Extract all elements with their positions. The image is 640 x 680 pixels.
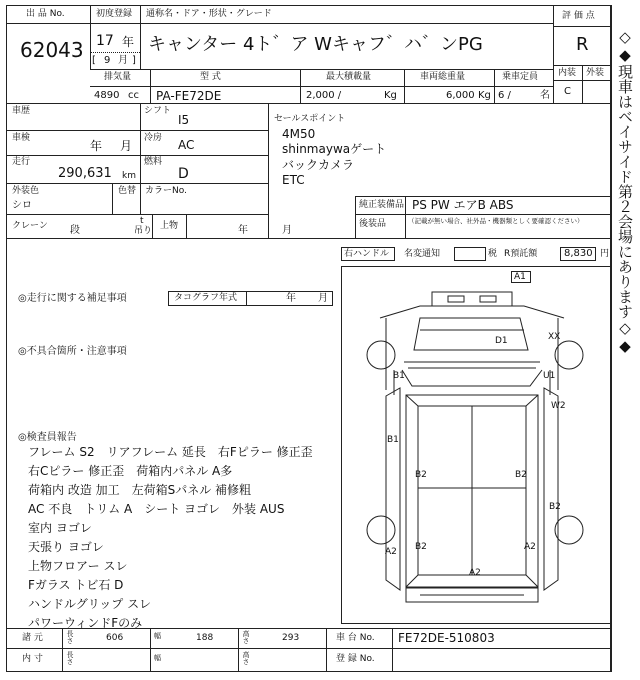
- width-label: 幅: [154, 632, 161, 640]
- inspector-line: 右Cピラー 修正歪 荷箱内パネル A多: [28, 464, 233, 478]
- max-load-label: 最大積載量: [326, 72, 372, 82]
- fuel-label: 燃料: [144, 157, 163, 167]
- overall-grade: R: [576, 34, 589, 55]
- diagram-label: W2: [551, 401, 566, 411]
- ext-color-label: 外装色: [12, 186, 40, 196]
- deck-year-unit: 年: [238, 225, 248, 236]
- first-reg-label: 初度登録: [96, 9, 133, 19]
- diagram-label: B2: [415, 542, 427, 552]
- standard-equipment: PS PW エアB ABS: [412, 198, 514, 212]
- sales-line-4: ETC: [282, 173, 305, 187]
- sales-points-label: セールスポイント: [274, 114, 346, 124]
- driving-notes-label: ◎走行に関する補足事項: [18, 293, 127, 304]
- diagram-label: B2: [515, 470, 527, 480]
- diagram-label: A2: [524, 542, 536, 552]
- steering-side: 右ハンドル: [344, 249, 390, 259]
- displacement-unit: cc: [128, 90, 139, 101]
- lot-label: 出 品 No.: [26, 9, 65, 19]
- mileage-unit: km: [122, 171, 136, 181]
- max-load: 2,000 /: [306, 90, 342, 101]
- standard-equipment-label: 純正装備品: [359, 200, 405, 210]
- inspection-year-unit: 年: [90, 139, 103, 153]
- model-label: 型 式: [200, 72, 221, 82]
- inspection-month-unit: 月: [120, 139, 133, 153]
- ac-value: AC: [178, 138, 195, 152]
- aftermarket-note: （記載が無い場合、社外品・機器類としく要確認ください）: [408, 217, 584, 225]
- grade-label: 評 価 点: [562, 11, 595, 21]
- crane-ton-unit: t: [140, 216, 144, 226]
- in-length-label: 長さ: [66, 651, 74, 665]
- inspection-label: 車検: [12, 133, 31, 143]
- inspector-line: 天張り ヨゴレ: [28, 540, 104, 554]
- length-value: 606: [106, 633, 124, 643]
- deck-month-unit: 月: [282, 225, 292, 236]
- diagram-label: B1: [387, 435, 399, 445]
- reg-month-unit: 月: [118, 55, 128, 66]
- ac-label: 冷房: [144, 133, 163, 143]
- side-note: ◇◆現車はベイサイド第２会場にあります◇◆: [616, 28, 634, 355]
- diagram-label: B2: [415, 470, 427, 480]
- reg-month: 9: [104, 55, 111, 66]
- crane-hang-unit: 吊り: [134, 226, 153, 236]
- vehicle-name-label: 通称名・ドア・形状・グレード: [146, 9, 272, 19]
- inspector-line: 上物フロアー スレ: [28, 559, 128, 573]
- diagram-label: A1: [514, 272, 526, 282]
- in-width-label: 幅: [154, 654, 161, 662]
- fuel-value: D: [178, 166, 189, 182]
- tacho-label: タコグラフ年式: [174, 293, 238, 303]
- diagram-label: B1: [393, 371, 405, 381]
- reg-year-unit: 年: [122, 35, 135, 49]
- exterior-grade-label: 外装: [586, 68, 605, 78]
- displacement: 4890: [94, 90, 120, 101]
- sales-line-1: 4M50: [282, 127, 316, 141]
- name-change-label: 名変通知: [404, 249, 441, 259]
- registration-label: 登 録 No.: [336, 654, 375, 664]
- chassis-label: 車 台 No.: [336, 633, 375, 643]
- sales-line-2: shinmaywaゲート: [282, 142, 387, 156]
- inspector-line: AC 不良 トリム A シート ヨゴレ 外装 AUS: [28, 502, 285, 516]
- capacity-unit: 名: [540, 90, 550, 101]
- recycle-amount: 8,830: [564, 248, 593, 259]
- crane-label: クレーン: [12, 221, 48, 231]
- reg-month-close: ]: [132, 55, 136, 66]
- shift-value: I5: [178, 113, 190, 127]
- capacity: 6 /: [498, 90, 511, 101]
- diagram-label: XX: [548, 332, 561, 342]
- ext-color-value: シロ: [12, 200, 32, 211]
- tacho-year-unit: 年: [286, 293, 296, 304]
- interior-dims-label: 内 寸: [22, 654, 43, 664]
- tax-label: 税: [488, 249, 498, 259]
- interior-grade: C: [564, 86, 571, 97]
- lot-number: 62043: [20, 38, 84, 62]
- in-height-label: 高さ: [242, 651, 250, 665]
- height-label: 高さ: [242, 630, 250, 644]
- inspector-line: Fガラス トビ石 D: [28, 578, 124, 592]
- vehicle-name: キャンター 4ト゛ア Wキャフ゛ハ゛ンPG: [148, 34, 483, 55]
- diagram-label: U1: [543, 371, 556, 381]
- recycle-label: R預託額: [504, 249, 538, 259]
- aftermarket-label: 後装品: [359, 219, 387, 229]
- inspector-line: 荷箱内 改造 加工 左荷箱Sパネル 補修粗: [28, 483, 252, 497]
- reg-year: 17: [96, 33, 114, 49]
- reg-month-open: [: [92, 55, 96, 66]
- mileage-label: 走行: [12, 157, 31, 167]
- model-code: PA-FE72DE: [156, 89, 222, 103]
- deck-label: 上物: [160, 221, 179, 231]
- gross-weight-label: 車両総重量: [420, 72, 466, 82]
- inspector-line: フレーム S2 リアフレーム 延長 右Fピラー 修正歪: [28, 445, 313, 459]
- gross-weight: 6,000: [446, 90, 475, 101]
- chassis-number: FE72DE-510803: [398, 631, 495, 645]
- diagram-label: B2: [549, 502, 561, 512]
- color-no-label: カラーNo.: [145, 186, 187, 196]
- crane-stage-unit: 段: [70, 225, 80, 236]
- recycle-unit: 円: [600, 249, 610, 259]
- inspector-line: 室内 ヨゴレ: [28, 521, 92, 535]
- length-label: 長さ: [66, 630, 74, 644]
- inspector-line: ハンドルグリップ スレ: [28, 597, 152, 611]
- width-value: 188: [196, 633, 214, 643]
- dims-label: 諸 元: [22, 633, 43, 643]
- diagram-label: D1: [495, 336, 508, 346]
- sales-line-3: バックカメラ: [282, 158, 355, 172]
- diagram-label: A2: [469, 568, 481, 578]
- tacho-month-unit: 月: [318, 293, 328, 304]
- defects-label: ◎不具合箇所・注意事項: [18, 346, 127, 357]
- mileage-value: 290,631: [58, 166, 112, 181]
- displacement-label: 排気量: [104, 72, 132, 82]
- inspector-report-label: ◎検査員報告: [18, 432, 77, 443]
- diagram-label: A2: [385, 547, 397, 557]
- gross-weight-unit: Kg: [478, 90, 491, 101]
- history-label: 車歴: [12, 106, 31, 116]
- capacity-label: 乗車定員: [502, 72, 539, 82]
- inspector-line: パワーウィンドFのみ: [28, 616, 143, 630]
- color-change-label: 色替: [118, 186, 137, 196]
- height-value: 293: [282, 633, 300, 643]
- shift-label: シフト: [144, 106, 172, 116]
- interior-grade-label: 内装: [558, 68, 577, 78]
- max-load-unit: Kg: [384, 90, 397, 101]
